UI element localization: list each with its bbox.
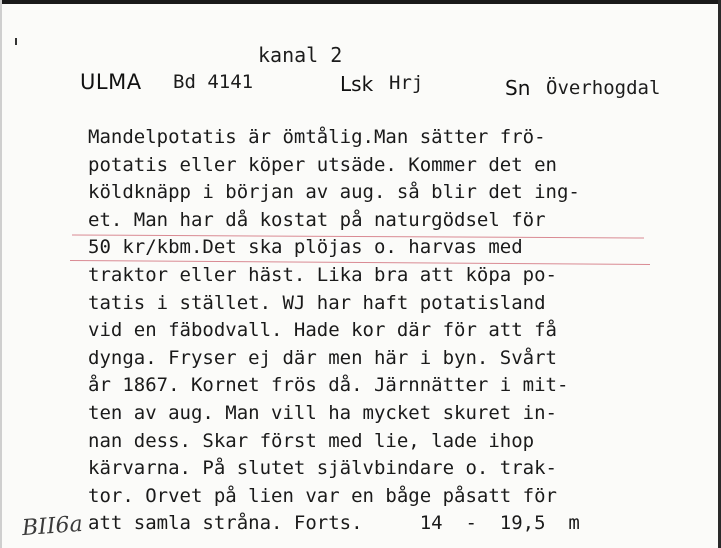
text-line: att samla stråna. Forts. 14 - 19,5 m <box>88 512 580 535</box>
card-body-text <box>88 124 688 538</box>
text-line: ten av aug. Man vill ha mycket skuret in- <box>88 401 557 424</box>
text-line: dynga. Fryser ej där men här i byn. Svårt <box>88 346 557 369</box>
text-line: potatis eller köper utsäde. Kommer det en <box>88 153 557 176</box>
socken-value: Överhogdal <box>546 77 661 99</box>
landskap-label: Lsk <box>340 72 374 96</box>
kanal-label: kanal 2 <box>258 43 343 67</box>
socken-label: Sn <box>505 76 531 100</box>
text-line: traktor eller häst. Lika bra att köpa po- <box>88 263 557 286</box>
text-line: vid en fäbodvall. Hade kor där för att få <box>88 319 557 342</box>
corner-tick-mark <box>15 38 17 45</box>
text-line: Mandelpotatis är ömtålig.Man sätter frö- <box>88 126 546 148</box>
archive-code: ULMA <box>80 70 142 94</box>
card-left-edge <box>0 0 2 548</box>
volume-number: Bd 4141 <box>173 71 254 93</box>
text-line: tatis i stället. WJ har haft potatisland <box>88 291 546 314</box>
text-line: 50 kr/kbm.Det ska plöjas o. harvas med <box>88 236 523 259</box>
text-line: köldknäpp i början av aug. så blir det ing- <box>88 181 580 204</box>
text-line: tor. Orvet på lien var en båge påsatt för <box>88 484 557 507</box>
text-line: nan dess. Skar först med lie, lade ihop <box>88 429 535 452</box>
text-line: et. Man har då kostat på naturgödsel för <box>88 208 546 231</box>
card-top-edge <box>0 0 721 4</box>
text-line: år 1867. Kornet frös då. Järnnätter i mit- <box>88 374 569 397</box>
landskap-value: Hrj <box>389 72 424 94</box>
text-line: kärvarna. På slutet självbindare o. trak- <box>88 457 557 480</box>
handwritten-margin-note: BII6a <box>21 511 84 542</box>
